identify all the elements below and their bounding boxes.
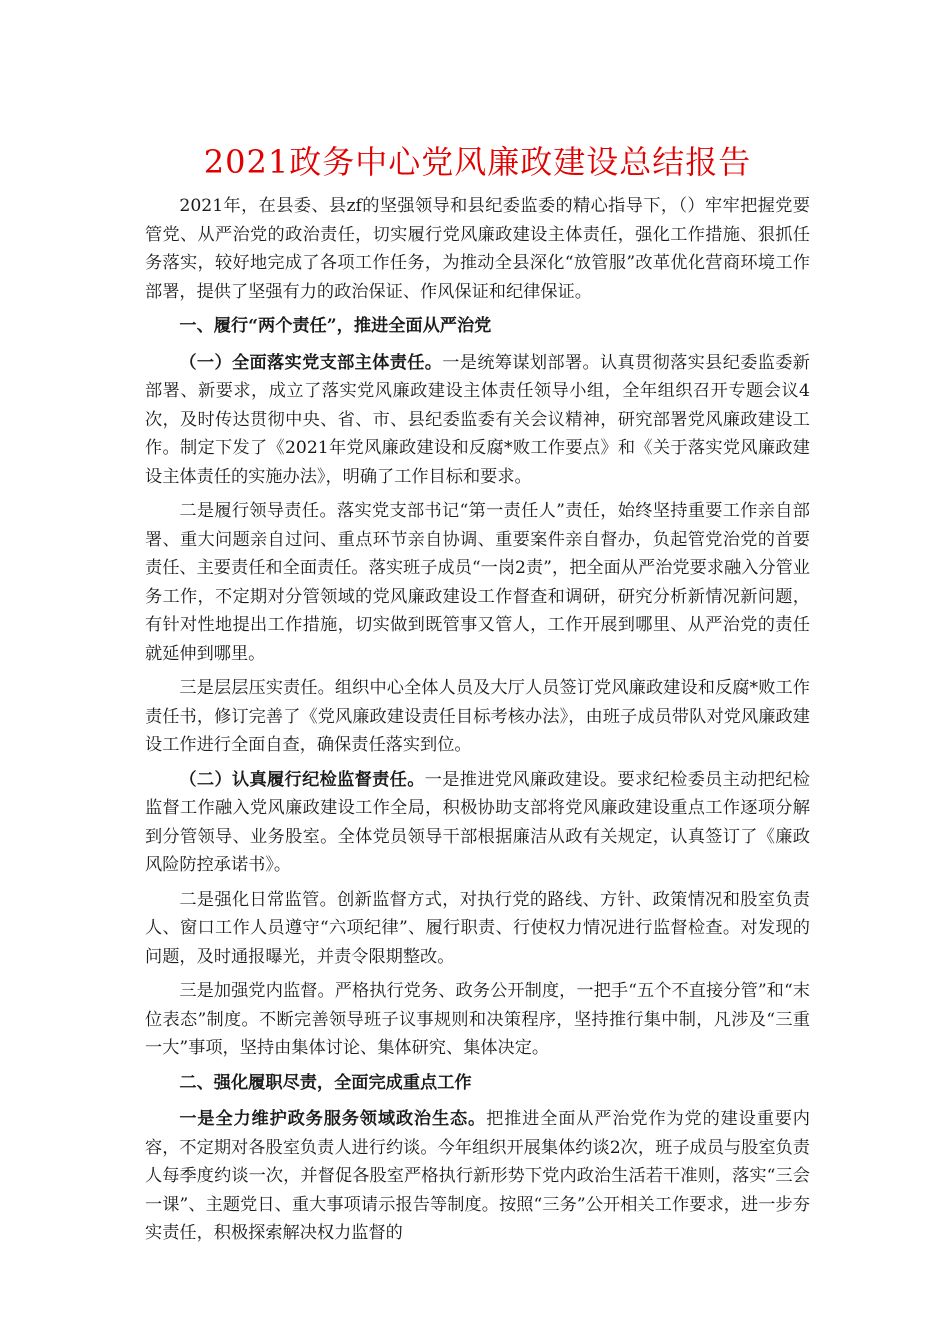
section-1-paragraph-6: 三是加强党内监督。严格执行党务、政务公开制度，一把手“五个不直接分管”和“末位表态”制度。不断完善领导班子议事规则和决策程序，坚持推行集中制，凡涉及“三重一大”事项，坚持由集体讨论、集体研究、集体决定。 [145, 981, 810, 1058]
document-title: 2021政务中心党风廉政建设总结报告 [203, 143, 752, 181]
section-1-paragraph-3: 三是层层压实责任。组织中心全体人员及大厅人员签订党风廉政建设和反腐*败工作责任书，修订完善了《党风廉政建设责任目标考核办法》，由班子成员带队对党风廉政建设工作进行全面自查，确保责任落实到位。 [145, 678, 810, 755]
section-1-paragraph-1 [145, 349, 810, 492]
section-2-paragraph-1 [145, 1105, 810, 1248]
section-1-paragraph-1-text: 一是统筹谋划部署。认真贯彻落实县纪委监委新部署、新要求，成立了落实党风廉政建设主体责任领导小组，全年组织召开专题会议4次，及时传达贯彻中央、省、市、县纪委监委有关会议精神，研究部署党风廉政建设工作。制定下发了《2021年党风廉政建设和反腐*败工作要点》和《关于落实党风廉政建设主体责任的实施办法》，明确了工作目标和要求。 [145, 352, 810, 487]
section-2-paragraph-1-text: 把推进全面从严治党作为党的建设重要内容，不定期对各股室负责人进行约谈。今年组织开展集体约谈2次，班子成员与股室负责人每季度约谈一次，并督促各股室严格执行新形势下党内政治生活若干准则，落实“三会一课”、主题党日、重大事项请示报告等制度。按照“三务”公开相关工作要求，进一步夯实责任，积极探索解决权力监督的 [145, 1109, 810, 1243]
section-1-heading: 一、履行“两个责任”，推进全面从严治党 [179, 316, 492, 336]
section-1-paragraph-5: 二是强化日常监管。创新监督方式，对执行党的路线、方针、政策情况和股室负责人、窗口工作人员遵守“六项纪律”、履行职责、行使权力情况进行监督检查。对发现的问题，及时通报曝光，并责令限期整改。 [145, 889, 810, 967]
section-2-heading: 二、强化履职尽责，全面完成重点工作 [179, 1072, 472, 1093]
intro-paragraph: 2021年，在县委、县zf的坚强领导和县纪委监委的精心指导下，（）牢牢把握党要管党、从严治党的政治责任，切实履行党风廉政建设主体责任，强化工作措施、狠抓任务落实，较好地完成了各项工作任务，为推动全县深化“放管服”改革优化营商环境工作部署，提供了坚强有力的政治保证、作风保证和纪律保证。 [145, 196, 810, 302]
section-1-paragraph-4 [145, 766, 810, 880]
document-page [145, 140, 810, 1254]
section-1-paragraph-2: 二是履行领导责任。落实党支部书记“第一责任人”责任，始终坚持重要工作亲自部署、重大问题亲自过问、重点环节亲自协调、重要案件亲自督办，负起管党治党的首要责任、主要责任和全面责任。落实班子成员“一岗2责”，把全面从严治党要求融入分管业务工作，不定期对分管领域的党风廉政建设工作督查和调研，研究分析新情况新问题，有针对性地提出工作措施，切实做到既管事又管人，工作开展到哪里、从严治党的责任就延伸到哪里。 [145, 501, 810, 664]
section-1-paragraph-1-lead: （一）全面落实党支部主体责任。 [179, 352, 443, 373]
section-2-paragraph-1-lead: 一是全力维护政务服务领域政治生态。 [179, 1109, 487, 1129]
section-1-paragraph-4-lead: （二）认真履行纪检监督责任。 [179, 769, 425, 790]
section-1-paragraph-4-text: 一是推进党风廉政建设。要求纪检委员主动把纪检监督工作融入党风廉政建设工作全局，积极协助支部将党风廉政建设重点工作逐项分解到分管领导、业务股室。全体党员领导干部根据廉洁从政有关规定，认真签订了《廉政风险防控承诺书》。 [145, 769, 810, 875]
